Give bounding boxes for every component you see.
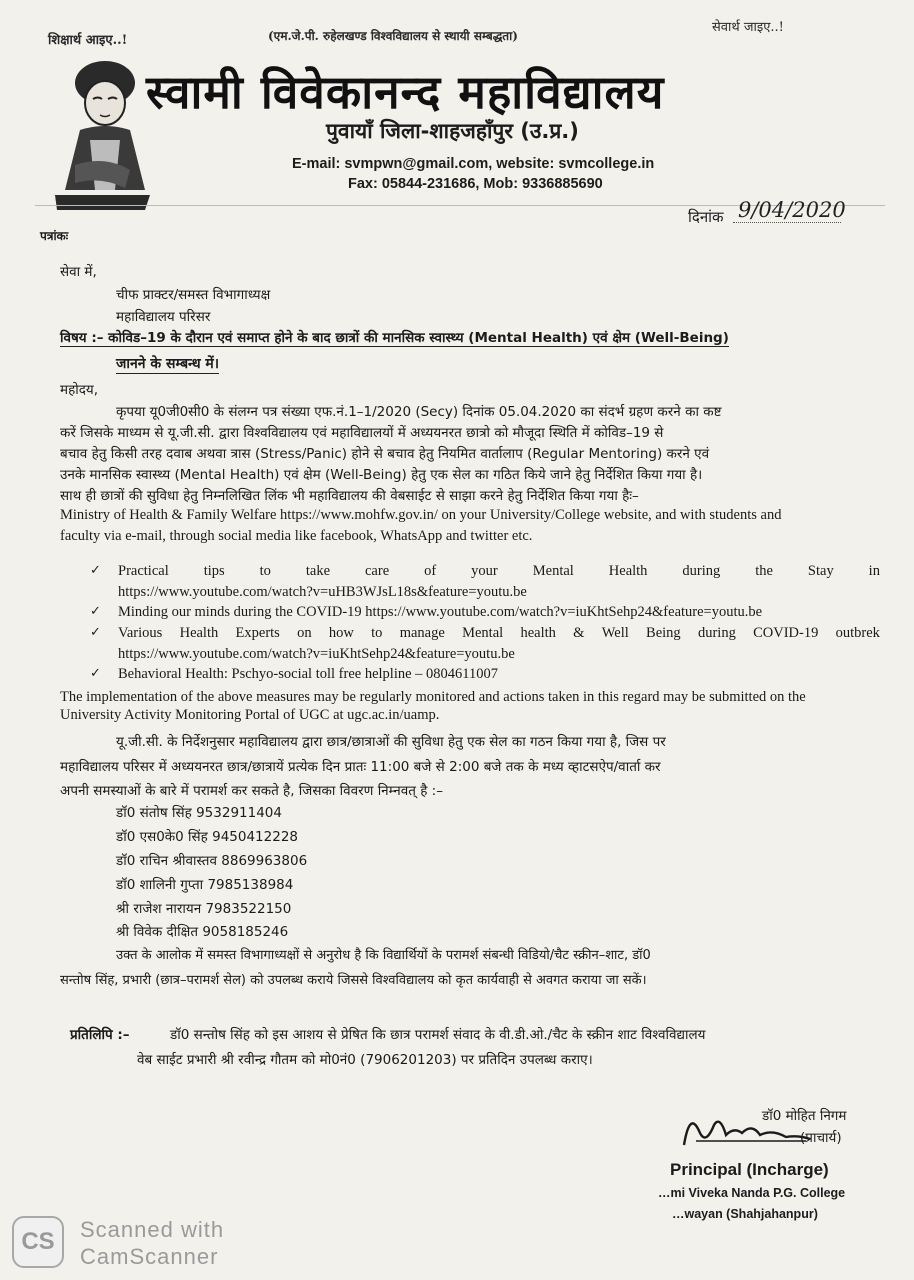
reference-label: पत्रांकः xyxy=(40,229,69,243)
bullet-item-1 xyxy=(118,563,880,580)
paragraph-line: साथ ही छात्रों की सुविधा हेतु निम्नलिखित लिंक भी महाविद्यालय की वेबसाईट से साझा करने हेतु निर्देशित किया गया हैः– xyxy=(60,488,639,504)
paragraph-line: करें जिसके माध्यम से यू.जी.सी. द्वारा विश्वविद्यालय एवं महाविद्यालयों में अध्ययनरत छात्रो को मौजूदा स्थिति में कोविड–19 से xyxy=(60,425,664,441)
bullet-word: tips xyxy=(203,563,225,579)
paragraph-2-line-1: The implementation of the above measures may be regularly monitored and actions taken in this regard may be submitted on the xyxy=(60,689,806,705)
bullet-word: take xyxy=(305,563,331,579)
bullet-word: to xyxy=(259,563,271,579)
paragraph-line: कृपया यू0जी0सी0 के संलग्न पत्र संख्या एफ.नं.1–1/2020 (Secy) दिनांक 05.04.2020 का संदर्भ ग्रहण करने का कष्ट xyxy=(116,404,722,420)
copy-label: प्रतिलिपि :– xyxy=(70,1027,130,1043)
bullet-word: outbrek xyxy=(835,625,880,641)
bullet-word: to xyxy=(371,625,383,641)
contact-person: श्री विवेक दीक्षित 9058185246 xyxy=(116,924,289,940)
contact-person: डॉ0 राचिन श्रीवास्तव 8869963806 xyxy=(116,853,308,869)
stamp-college-name: …mi Viveka Nanda P.G. College xyxy=(658,1186,846,1200)
contact-person: डॉ0 संतोष सिंह 9532911404 xyxy=(116,805,282,821)
check-icon: ✓ xyxy=(90,563,101,578)
watermark-line-2: CamScanner xyxy=(80,1244,219,1269)
bullet-word: Various xyxy=(118,625,163,641)
watermark-line-1: Scanned with xyxy=(80,1217,225,1242)
bullet-word: Well xyxy=(601,625,629,641)
stamp-place: …wayan (Shahjahanpur) xyxy=(672,1207,818,1221)
date-value: 9/04/2020 xyxy=(738,198,846,222)
bullet-item-4: Behavioral Health: Pschyo-social toll free helpline – 0804611007 xyxy=(118,666,498,682)
bullet-word: Mental xyxy=(462,625,504,641)
bullet-word: in xyxy=(868,563,880,579)
bullet-word: Experts xyxy=(235,625,280,641)
bullet-word: Health xyxy=(179,625,219,641)
bullet-word: how xyxy=(328,625,354,641)
principal-title: Principal (Incharge) xyxy=(670,1160,829,1179)
college-name: स्वामी विवेकानन्द महाविद्यालय xyxy=(146,65,665,119)
date-dotted-line xyxy=(733,222,841,223)
header-right-tag: सेवार्थ जाइए..! xyxy=(712,20,784,35)
bullet-item-2: Minding our minds during the COVID-19 https://www.youtube.com/watch?v=iuKhtSehp24&feature=youtu.be xyxy=(118,604,763,620)
paragraph-4-line-2: सन्तोष सिंह, प्रभारी (छात्र–परामर्श सेल) को उपलब्ध कराये जिससे विश्वविद्यालय को कृत कार्यवाही से अवगत कराया जा सकें। xyxy=(60,973,647,988)
bullet-word: & xyxy=(573,625,585,641)
subject-line-1: विषय :– कोविड–19 के दौरान एवं समाप्त होने के बाद छात्रों की मानसिक स्वास्थ्य (Mental Health) एवं क्षेम (Well-Being) xyxy=(60,330,729,346)
signatory-role-hindi: (प्राचार्य) xyxy=(800,1130,842,1146)
greeting: महोदय, xyxy=(60,382,99,398)
paragraph-line: उनके मानसिक स्वास्थ्य (Mental Health) एवं क्षेम (Well-Being) हेतु एक सेल का गठित किये जाने हेतु निर्देशित किया गया है। xyxy=(60,467,703,483)
bullet-word: care xyxy=(365,563,390,579)
bullet-word: Health xyxy=(608,563,648,579)
vivekananda-portrait-icon xyxy=(50,55,155,215)
bullet-word: your xyxy=(471,563,498,579)
copy-line-1: डॉ0 सन्तोष सिंह को इस आशय से प्रेषित कि छात्र परामर्श संवाद के वी.डी.ओ./चैट के स्क्रीन शाट विश्वविद्यालय xyxy=(170,1027,706,1043)
recipient-line-1: चीफ प्राक्टर/समस्त विभागाध्यक्ष xyxy=(116,287,271,303)
check-icon: ✓ xyxy=(90,666,101,681)
contact-person: डॉ0 शालिनी गुप्ता 7985138984 xyxy=(116,877,294,893)
bullet-word: of xyxy=(424,563,437,579)
bullet-link[interactable]: https://www.youtube.com/watch?v=iuKhtSehp24&feature=youtu.be xyxy=(118,646,515,662)
bullet-item-3 xyxy=(118,625,880,642)
paragraph-4-line-1: उक्त के आलोक में समस्त विभागाध्यक्षों से अनुरोध है कि विद्यार्थियों के परामर्श संबन्धी विडियो/चैट स्क्रीन–शाट, डॉ0 xyxy=(116,948,651,963)
paragraph-line: Ministry of Health & Family Welfare https://www.mohfw.gov.in/ on your University/College website, and with students and xyxy=(60,507,782,523)
header-left-tag: शिक्षार्थ आइए..! xyxy=(48,33,128,48)
paragraph-line: बचाव हेतु किसी तरह दवाब अथवा त्रास (Stress/Panic) होने से बचाव हेतु नियमित वार्तालाप (Regular Mentoring) करने एवं xyxy=(60,446,710,462)
contact-person: श्री राजेश नारायन 7983522150 xyxy=(116,901,292,917)
subject-line-2: जानने के सम्बन्ध में। xyxy=(116,356,220,372)
college-fax-line: Fax: 05844-231686, Mob: 9336885690 xyxy=(348,176,603,192)
paragraph-3-line-1: यू.जी.सी. के निर्देशनुसार महाविद्यालय द्वारा छात्र/छात्राओं की सुविधा हेतु एक सेल का गठन किया गया है, जिस पर xyxy=(116,734,666,750)
paragraph-2-line-2: University Activity Monitoring Portal of UGC at ugc.ac.in/uamp. xyxy=(60,707,440,723)
bullet-word: Stay xyxy=(807,563,834,579)
copy-line-2: वेब साईट प्रभारी श्री रवीन्द्र गौतम को मो0नं0 (7906201203) पर प्रतिदिन उपलब्ध कराए। xyxy=(137,1052,593,1068)
paragraph-3-line-3: अपनी समस्याओं के बारे में परामर्श कर सकते है, जिसका विवरण निम्नवत् है :– xyxy=(60,783,443,799)
bullet-link[interactable]: https://www.youtube.com/watch?v=uHB3WJsL18s&feature=youtu.be xyxy=(118,584,527,600)
contact-person: डॉ0 एस0के0 सिंह 9450412228 xyxy=(116,829,299,845)
bullet-word: COVID-19 xyxy=(753,625,819,641)
header-affiliation: (एम.जे.पी. रुहेलखण्ड विश्वविद्यालय से स्थायी सम्बद्धता) xyxy=(268,29,518,43)
college-address: पुवायाँ जिला-शाहजहाँपुर (उ.प्र.) xyxy=(326,119,579,143)
date-label: दिनांक xyxy=(688,208,724,226)
bullet-word: during xyxy=(697,625,736,641)
salutation-to: सेवा में, xyxy=(60,264,97,280)
bullet-word: Practical xyxy=(118,563,169,579)
bullet-word: Being xyxy=(646,625,681,641)
bullet-word: Mental xyxy=(532,563,574,579)
check-icon: ✓ xyxy=(90,604,101,619)
signatory-name: डॉ0 मोहित निगम xyxy=(762,1108,847,1124)
bullet-word: health xyxy=(520,625,556,641)
check-icon: ✓ xyxy=(90,625,101,640)
paragraph-3-line-2: महाविद्यालय परिसर में अध्ययनरत छात्र/छात्रायें प्रत्येक दिन प्रातः 11:00 बजे से 2:00 बजे तक के मध्य व्हाटसऐप/वार्ता कर xyxy=(60,759,661,775)
bullet-word: during xyxy=(682,563,721,579)
bullet-word: manage xyxy=(399,625,445,641)
paragraph-line: faculty via e-mail, through social media like facebook, WhatsApp and twitter etc. xyxy=(60,528,533,544)
handwritten-signature-icon xyxy=(676,1105,816,1149)
college-email-line: E-mail: svmpwn@gmail.com, website: svmcollege.in xyxy=(292,156,655,172)
bullet-word: on xyxy=(297,625,312,641)
recipient-line-2: महाविद्यालय परिसर xyxy=(116,309,211,325)
camscanner-logo-icon: CS xyxy=(12,1216,64,1268)
bullet-word: the xyxy=(755,563,773,579)
paragraph-1 xyxy=(60,402,880,549)
